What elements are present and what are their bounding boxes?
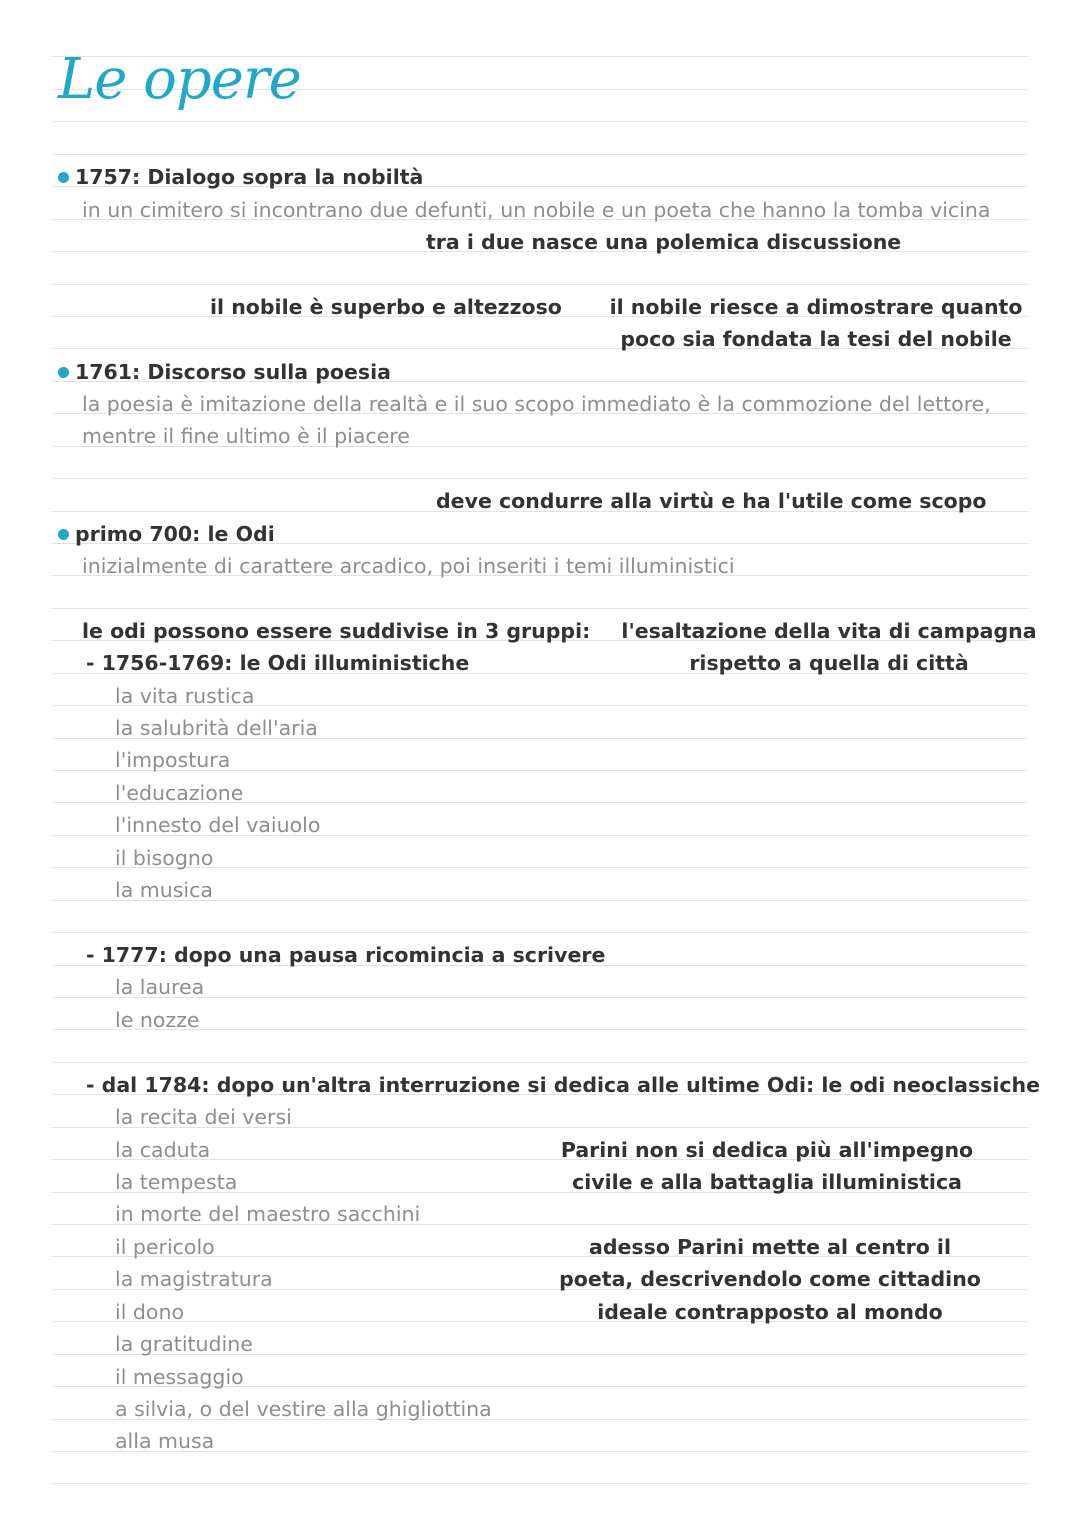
list-item: la tempesta: [115, 1170, 238, 1194]
odi-groups-intro: le odi possono essere suddivise in 3 gruppi:: [82, 619, 591, 643]
list-item: la salubrità dell'aria: [115, 716, 318, 740]
list-item: l'innesto del vaiuolo: [115, 813, 321, 837]
ruled-line: [52, 478, 1028, 479]
dialogo-left-note: il nobile è superbo e altezzoso: [210, 295, 562, 319]
section-heading-odi: [58, 520, 275, 548]
odi-side-note-2: rispetto a quella di città: [689, 651, 969, 675]
list-item: il messaggio: [115, 1365, 244, 1389]
list-item: la laurea: [115, 975, 205, 999]
ruled-line: [52, 1062, 1028, 1063]
list-item: il dono: [115, 1300, 184, 1324]
ruled-line: [52, 121, 1028, 122]
section-heading-discorso: [58, 358, 391, 386]
discorso-note: deve condurre alla virtù e ha l'utile come scopo: [436, 489, 987, 513]
heading-text: 1757: Dialogo sopra la nobiltà: [75, 165, 424, 189]
list-item: alla musa: [115, 1429, 215, 1453]
ruled-line: [52, 284, 1028, 285]
bullet-icon: [58, 529, 69, 540]
group3-note-b-1: adesso Parini mette al centro il: [589, 1235, 951, 1259]
group3-note-b-3: ideale contrapposto al mondo: [597, 1300, 943, 1324]
list-item: il bisogno: [115, 846, 214, 870]
bullet-icon: [58, 367, 69, 378]
list-item: la caduta: [115, 1138, 211, 1162]
group3-note-a-1: Parini non si dedica più all'impegno: [560, 1138, 974, 1162]
discorso-description-2: mentre il fine ultimo è il piacere: [82, 424, 410, 448]
list-item: l'impostura: [115, 748, 231, 772]
list-item: in morte del maestro sacchini: [115, 1202, 421, 1226]
heading-text: primo 700: le Odi: [75, 522, 275, 546]
dialogo-description: in un cimitero si incontrano due defunti, un nobile e un poeta che hanno la tomba vicina: [82, 198, 991, 222]
group1-heading: - 1756-1769: le Odi illuministiche: [86, 651, 470, 675]
dialogo-note: tra i due nasce una polemica discussione: [426, 230, 902, 254]
page-title: Le opere: [58, 47, 301, 112]
section-heading-dialogo: [58, 163, 423, 191]
dialogo-right-note-1: il nobile riesce a dimostrare quanto: [609, 295, 1023, 319]
odi-side-note-1: l'esaltazione della vita di campagna: [621, 619, 1037, 643]
group3-note-b-2: poeta, descrivendolo come cittadino: [559, 1267, 981, 1291]
group3-heading: - dal 1784: dopo un'altra interruzione si dedica alle ultime Odi: le odi neoclassiche: [86, 1073, 1041, 1097]
discorso-description-1: la poesia è imitazione della realtà e il suo scopo immediato è la commozione del lettore,: [82, 392, 991, 416]
group3-note-a-2: civile e alla battaglia illuministica: [572, 1170, 962, 1194]
list-item: a silvia, o del vestire alla ghigliottina: [115, 1397, 492, 1421]
list-item: l'educazione: [115, 781, 244, 805]
list-item: la vita rustica: [115, 684, 255, 708]
ruled-line: [52, 932, 1028, 933]
list-item: la gratitudine: [115, 1332, 253, 1356]
list-item: il pericolo: [115, 1235, 215, 1259]
bullet-icon: [58, 172, 69, 183]
heading-text: 1761: Discorso sulla poesia: [75, 360, 391, 384]
ruled-line: [52, 1483, 1028, 1484]
list-item: le nozze: [115, 1008, 200, 1032]
ruled-line: [52, 608, 1028, 609]
group2-heading: - 1777: dopo una pausa ricomincia a scrivere: [86, 943, 606, 967]
list-item: la recita dei versi: [115, 1105, 292, 1129]
odi-description: inizialmente di carattere arcadico, poi inseriti i temi illuministici: [82, 554, 735, 578]
list-item: la magistratura: [115, 1267, 273, 1291]
list-item: la musica: [115, 878, 213, 902]
dialogo-right-note-2: poco sia fondata la tesi del nobile: [620, 327, 1012, 351]
ruled-line: [52, 154, 1028, 155]
